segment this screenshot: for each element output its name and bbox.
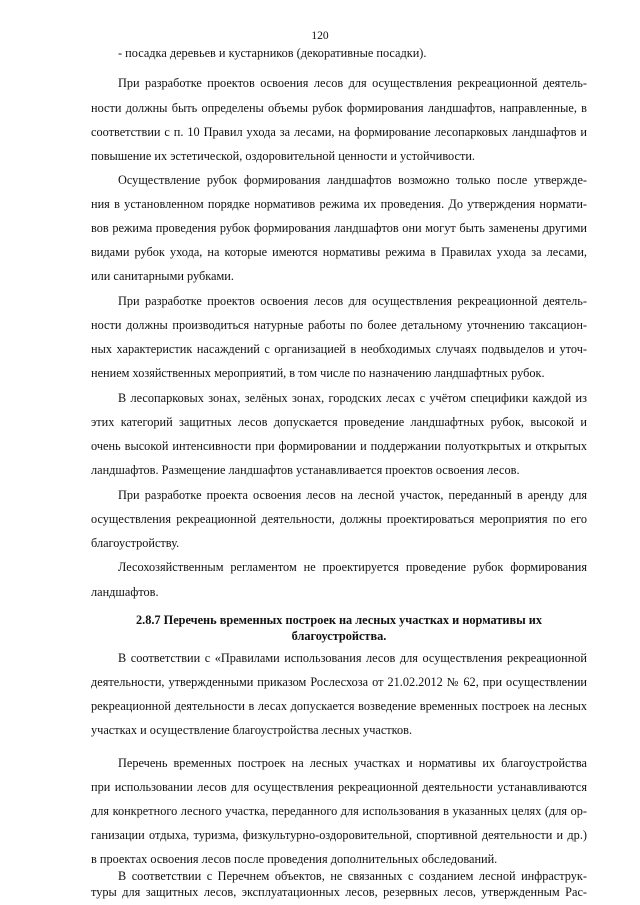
- paragraph-line: туры для защитных лесов, эксплуатационных лесов, резервных лесов, утвержденным Рас-: [91, 885, 587, 899]
- paragraph-line: При разработке проектов освоения лесов для осуществления рекреационной деятель-: [118, 76, 587, 90]
- paragraph-line: для конкретного лесного участка, переданного для использования в указанных целях (для ор-: [91, 804, 587, 818]
- paragraph-line: нением хозяйственных мероприятий, в том числе по назначению ландшафтных рубок.: [91, 366, 545, 380]
- paragraph-line: вов режима проведения рубок формирования ландшафтов они могут быть заменены другими: [91, 221, 587, 235]
- paragraph-line: В соответствии с Перечнем объектов, не связанных с созданием лесной инфраструк-: [118, 869, 587, 883]
- paragraph-line: ганизации отдыха, туризма, физкультурно-оздоровительной, спортивной деятельности и др.): [91, 828, 587, 842]
- page-number: 120: [311, 30, 329, 42]
- paragraph-line: ности должны производиться натурные работы по более детальному уточнению таксацион-: [91, 318, 587, 332]
- paragraph-line: соответствии с п. 10 Правил ухода за лесами, на формирование лесопарковых ландшафтов и: [91, 125, 587, 139]
- paragraph-line: ных характеристик насаждений с организацией в необходимых случаях подвыделов и уточ-: [91, 342, 587, 356]
- paragraph-line: Лесохозяйственным регламентом не проектируется проведение рубок формирования: [118, 560, 587, 574]
- section-heading: 2.8.7 Перечень временных построек на лесных участках и нормативы их: [135, 613, 542, 627]
- paragraph-line: благоустройству.: [91, 536, 180, 550]
- paragraph-line: ландшафтов. Размещение ландшафтов устанавливается проектов освоения лесов.: [91, 463, 520, 477]
- paragraph-line: рекреационной деятельности в лесах допускается возведение временных построек на лесных: [91, 699, 587, 713]
- paragraph-line: В лесопарковых зонах, зелёных зонах, городских лесах с учётом специфики каждой из: [118, 391, 587, 405]
- paragraph-line: очень высокой интенсивности при формировании и поддержании полуоткрытых и открытых: [91, 439, 587, 453]
- paragraph-line: или санитарными рубками.: [91, 269, 234, 283]
- paragraph-line: этих категорий защитных лесов допускается проведение ландшафтных рубок, высокой и: [91, 415, 587, 429]
- paragraph-line: - посадка деревьев и кустарников (декоративные посадки).: [118, 46, 427, 60]
- section-heading: благоустройства.: [291, 629, 387, 643]
- paragraph-line: ландшафтов.: [91, 585, 159, 599]
- paragraph-line: ности должны быть определены объемы рубок формирования ландшафтов, направленные, в: [91, 101, 587, 115]
- paragraph-line: При разработке проекта освоения лесов на лесной участок, переданный в аренду для: [118, 488, 587, 502]
- paragraph-line: участках и осуществление благоустройства лесных участков.: [91, 723, 413, 737]
- paragraph-line: ния в установленном порядке нормативов режима их проведения. До утверждения нормати-: [91, 197, 587, 211]
- paragraph-line: Осуществление рубок формирования ландшафтов возможно только после утвержде-: [118, 173, 587, 187]
- paragraph-line: При разработке проектов освоения лесов для осуществления рекреационной деятель-: [118, 294, 587, 308]
- paragraph-line: повышение их эстетической, оздоровительной ценности и устойчивости.: [91, 149, 475, 163]
- paragraph-line: видами рубок ухода, на которые имеются нормативы режима в Правилах ухода за лесами,: [91, 245, 587, 259]
- paragraph-line: осуществления рекреационной деятельности, должны проектироваться мероприятия по его: [91, 512, 587, 526]
- paragraph-line: в проектах освоения лесов после проведения дополнительных обследований.: [91, 852, 498, 866]
- paragraph-line: деятельности, утвержденными приказом Рослесхоза от 21.02.2012 № 62, при осуществлении: [91, 675, 587, 689]
- paragraph-line: при использовании лесов для осуществления рекреационной деятельности устанавливаются: [91, 780, 587, 794]
- paragraph-line: В соответствии с «Правилами использования лесов для осуществления рекреационной: [118, 651, 587, 665]
- paragraph-line: Перечень временных построек на лесных участках и нормативы их благоустройства: [118, 756, 587, 770]
